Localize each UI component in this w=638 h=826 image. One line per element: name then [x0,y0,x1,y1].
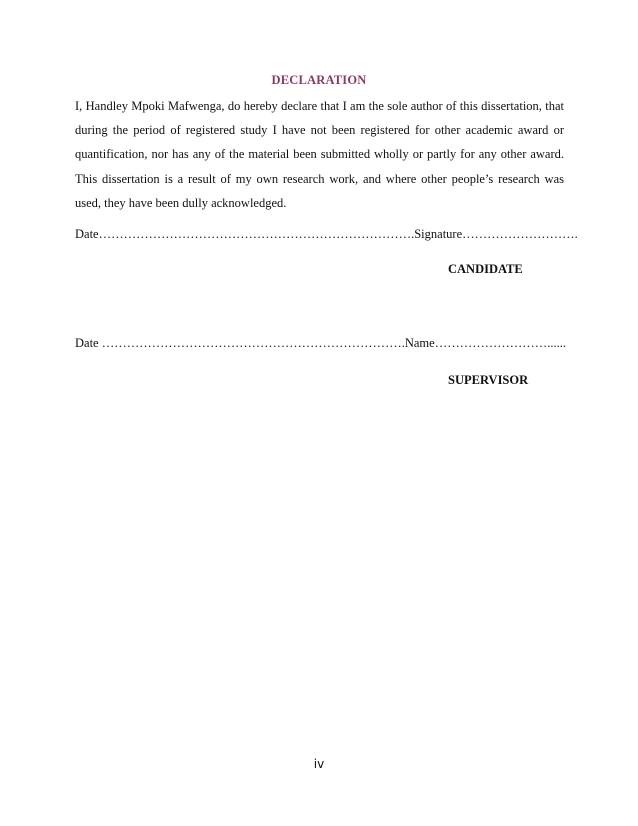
declaration-paragraph: I, Handley Mpoki Mafwenga, do hereby declare that I am the sole author of this dissertation, that during the period of registered study I have not been registered for other academic award or quantification, nor has any of the material been submitted wholly or partly for any other award. This dissertation is a result of my own research work, and where other people’s research was used, they have been dully acknowledged. [75,99,564,210]
page-title: DECLARATION [271,73,367,87]
supervisor-date-name-line: Date ……………………………………………………………….Name………………………...... [75,336,566,350]
page-number: iv [313,757,325,771]
candidate-date-signature-line: Date………………………………………………………………….Signature………………………. [75,227,578,241]
candidate-label: CANDIDATE [448,262,523,276]
supervisor-label: SUPERVISOR [448,373,529,387]
